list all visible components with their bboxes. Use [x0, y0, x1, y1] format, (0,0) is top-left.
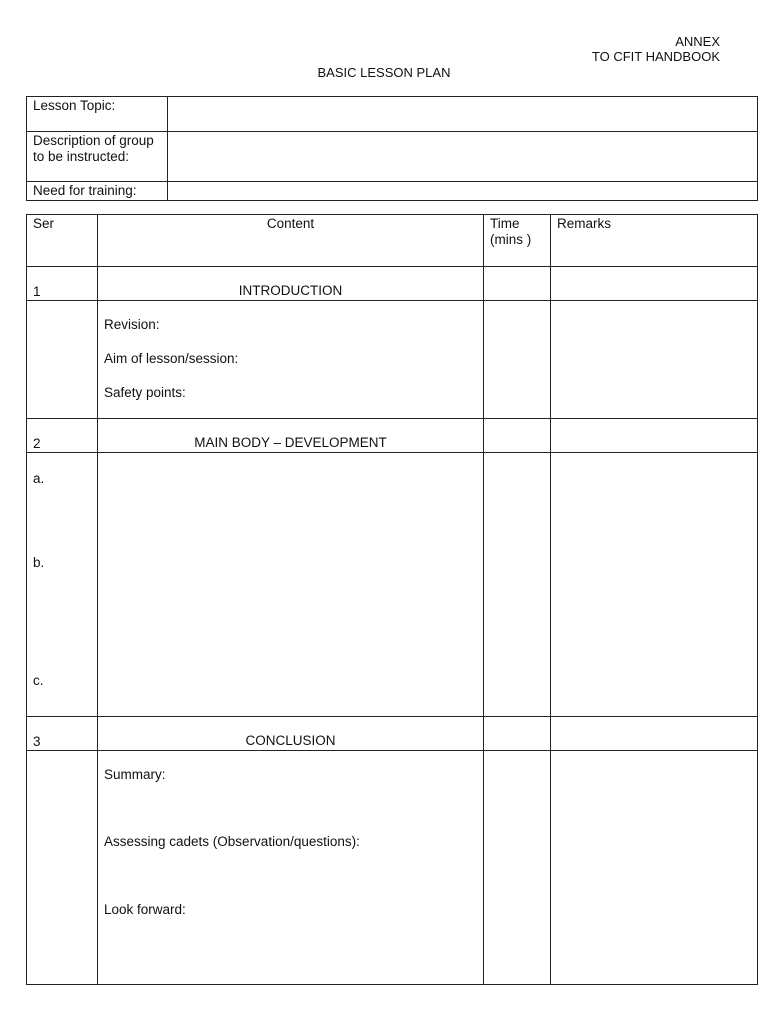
ser-cell: [27, 301, 98, 419]
remarks-cell[interactable]: [551, 751, 758, 985]
annex-label: ANNEX: [675, 34, 720, 49]
content-item: Summary:: [104, 767, 166, 782]
lesson-plan-table: [26, 214, 758, 985]
section-body-row: [27, 751, 758, 985]
section-number: 3: [27, 717, 98, 751]
time-cell[interactable]: [484, 301, 551, 419]
time-cell[interactable]: [484, 453, 551, 717]
description-row: [27, 132, 758, 182]
need-for-training-label: Need for training:: [27, 182, 168, 201]
annex-reference: [592, 34, 720, 64]
ser-cell: [27, 453, 98, 717]
content-cell[interactable]: [98, 751, 484, 985]
page-title: BASIC LESSON PLAN: [317, 65, 451, 80]
section-heading-row: [27, 419, 758, 453]
content-item: Look forward:: [104, 902, 186, 917]
remarks-cell[interactable]: [551, 301, 758, 419]
section-body-row: [27, 453, 758, 717]
section-body-row: [27, 301, 758, 419]
section-heading-row: [27, 717, 758, 751]
time-cell[interactable]: [484, 717, 551, 751]
content-item: Aim of lesson/session:: [104, 351, 239, 366]
sub-item-marker: a.: [33, 471, 45, 486]
description-field[interactable]: [168, 132, 758, 182]
ser-header: Ser: [27, 215, 98, 267]
section-number: 1: [27, 267, 98, 301]
need-for-training-field[interactable]: [168, 182, 758, 201]
content-cell[interactable]: [98, 301, 484, 419]
section-title: MAIN BODY – DEVELOPMENT: [98, 419, 484, 453]
content-item: Revision:: [104, 317, 160, 332]
remarks-cell[interactable]: [551, 717, 758, 751]
remarks-cell[interactable]: [551, 267, 758, 301]
section-title: INTRODUCTION: [98, 267, 484, 301]
description-label: Description of group to be instructed:: [27, 132, 168, 182]
ser-cell: [27, 751, 98, 985]
section-heading-row: [27, 267, 758, 301]
header-row: [27, 215, 758, 267]
lesson-info-table: [26, 96, 758, 201]
remarks-header: Remarks: [551, 215, 758, 267]
lesson-topic-label: Lesson Topic:: [27, 97, 168, 132]
need-for-training-row: [27, 182, 758, 201]
sub-item-marker: b.: [33, 555, 45, 570]
content-header: Content: [98, 215, 484, 267]
time-header: Time (mins ): [484, 215, 551, 267]
sub-item-marker: c.: [33, 673, 44, 688]
section-number: 2: [27, 419, 98, 453]
lesson-topic-field[interactable]: [168, 97, 758, 132]
section-title: CONCLUSION: [98, 717, 484, 751]
content-cell[interactable]: [98, 453, 484, 717]
remarks-cell[interactable]: [551, 419, 758, 453]
handbook-reference: TO CFIT HANDBOOK: [591, 49, 720, 64]
content-item: Assessing cadets (Observation/questions):: [104, 834, 360, 849]
lesson-topic-row: [27, 97, 758, 132]
time-cell[interactable]: [484, 267, 551, 301]
time-cell[interactable]: [484, 751, 551, 985]
content-item: Safety points:: [104, 385, 186, 400]
remarks-cell[interactable]: [551, 453, 758, 717]
time-cell[interactable]: [484, 419, 551, 453]
